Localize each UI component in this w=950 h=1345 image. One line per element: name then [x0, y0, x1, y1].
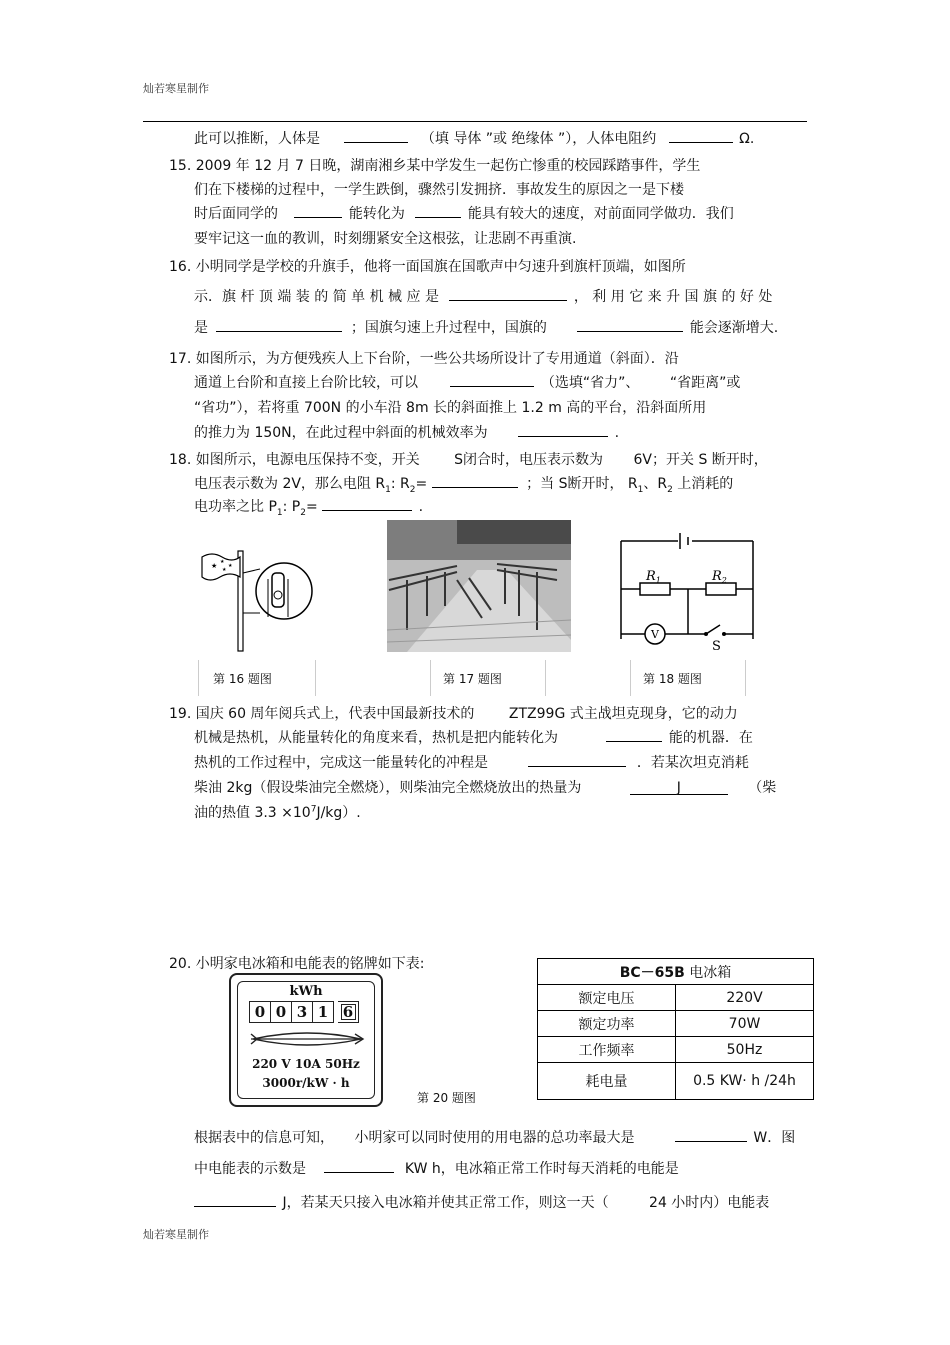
q18-line-2: 电压表示数为 2V，那么电阻 $R_1$: $R_2=$ ；当 S断开时， $R_1$、$R_2$ 上消耗的 [194, 473, 733, 495]
q16-line-1: 16. 小明同学是学校的升旗手，他将一面国旗在国歌声中匀速升到旗杆顶端，如图所 [169, 259, 686, 275]
r2-label: $R_2$ [712, 569, 727, 585]
table-cell-label: 额定电压 [538, 985, 676, 1011]
q16-text-b2: ；国旗匀速上升过程中，国旗的 [350, 320, 547, 336]
q16-blank-3[interactable] [577, 317, 683, 332]
table-header-row [538, 959, 814, 985]
table-cell-label: 耗电量 [538, 1063, 676, 1100]
q16-text-c2: 能会逐渐增大. [689, 320, 779, 336]
q19-text-d: 能的机器．在 [668, 730, 753, 746]
q19-text-b: ZTZ99G 式主战坦克现身，它的动力 [508, 706, 738, 722]
q18-text-i: 上消耗的 [672, 476, 734, 492]
q19-blank-1[interactable] [606, 727, 662, 742]
caption-divider [430, 660, 431, 696]
header-rule [143, 121, 807, 122]
q19-line-3 [194, 752, 749, 772]
q18-text-h: 、R [643, 476, 668, 492]
q19-text-i: 油的热值 3.3 ×10 [194, 805, 311, 821]
table-row [538, 1037, 814, 1063]
q20-line-1 [194, 1127, 795, 1147]
q19-text-c: 机械是热机，从能量转化的角度来看，热机是把内能转化为 [194, 730, 558, 746]
q17-line-3: “省功”），若将重 700N 的小车沿 8m 长的斜面推上 1.2 m 高的平台，沿斜面所用 [194, 400, 707, 416]
q14-text-b: （填 导体 ”或 绝缘体 ”），人体电阻约 [420, 131, 657, 147]
watermark-bottom: 灿若寒星制作 [143, 1228, 209, 1241]
meter-disc-arrow-icon [249, 1029, 365, 1049]
q16-blank-1[interactable] [449, 286, 567, 301]
q15-blank-2[interactable] [415, 203, 461, 218]
q18-text-f: = [415, 476, 428, 492]
fridge-spec-table [537, 958, 814, 1100]
q16-line-3 [194, 317, 778, 337]
q18-text-k: : P [282, 499, 301, 515]
q15-text-c: 能具有较大的速度，对前面同学做功．我们 [467, 206, 734, 222]
switch-label: S [712, 639, 721, 653]
q18-line-3: 电功率之比 $P_1$: $P_2=$ . [194, 496, 423, 518]
voltmeter-label: V [651, 628, 659, 641]
q15-blank-1[interactable] [294, 203, 342, 218]
table-row [538, 1063, 814, 1100]
q14-tail-line [194, 128, 754, 148]
q20-intro: 20. 小明家电冰箱和电能表的铭牌如下表: [169, 956, 425, 972]
caption-divider [198, 660, 199, 696]
q17-blank-1[interactable] [450, 372, 534, 387]
q19-unit-j: J [676, 780, 681, 796]
meter-digits [249, 1001, 359, 1023]
q18-text-a: 18. 如图所示，电源电压保持不变，开关 [169, 452, 420, 468]
q14-text-c: Ω. [739, 131, 755, 147]
q20-line-3 [194, 1192, 769, 1212]
q18-line-1 [169, 449, 768, 469]
q18-text-g: ；当 S断开时， R [526, 476, 638, 492]
q15-line-3 [194, 203, 734, 223]
q15-line-1: 15. 2009 年 12 月 7 日晚，湖南湘乡某中学发生一起伤亡惨重的校园踩踏事件，学生 [169, 158, 701, 174]
q19-line-1 [169, 703, 738, 723]
q20-text-f: J，若某天只接入电冰箱并使其正常工作，则这一天（ [282, 1195, 609, 1211]
flagpole-pulley-figure [198, 543, 323, 653]
q19-text-g: 柴油 2kg（假设柴油完全燃烧），则柴油完全燃烧放出的热量为 [194, 780, 582, 796]
q18-text-c: 6V；开关 S 断开时， [633, 452, 768, 468]
q19-exponent: 7 [310, 804, 317, 815]
caption-divider [315, 660, 316, 696]
q20-blank-1[interactable] [675, 1127, 747, 1142]
fig16-caption: 第 16 题图 [213, 672, 272, 686]
q15-text-b: 能转化为 [348, 206, 405, 222]
caption-divider [545, 660, 546, 696]
table-cell-value: 0.5 KW· h /24h [676, 1063, 814, 1100]
q20-text-c: W．图 [753, 1130, 796, 1146]
q18-text-j: 电功率之比 P [194, 499, 277, 515]
q17-text-a: 通道上台阶和直接上台阶比较，可以 [194, 375, 418, 391]
q19-text-f: ．若某次坦克消耗 [636, 755, 749, 771]
q14-blank-2[interactable] [669, 128, 733, 143]
q20-blank-2[interactable] [324, 1158, 394, 1173]
q16-text-a2: 是 [194, 320, 208, 336]
q16-text-a: 示．旗 杆 顶 端 装 的 简 单 机 械 应 是 [194, 289, 439, 305]
svg-text:★: ★ [220, 559, 225, 565]
q16-line-2 [194, 286, 772, 306]
q18-text-l: = [305, 499, 318, 515]
q19-text-k: J/kg）. [316, 805, 361, 821]
table-title: BC－65B 电冰箱 [538, 959, 814, 985]
q20-blank-3[interactable] [194, 1192, 276, 1207]
q14-text-a: 此可以推断，人体是 [194, 131, 320, 147]
q18-text-d: 电压表示数为 2V，那么电阻 R [194, 476, 386, 492]
q20-text-e: KW h，电冰箱正常工作时每天消耗的电能是 [404, 1161, 679, 1177]
table-cell-label: 工作频率 [538, 1037, 676, 1063]
q19-line-2 [194, 727, 753, 747]
q17-text-b: （选填“省力”、 [540, 375, 640, 391]
q17-text-d: 的推力为 150N，在此过程中斜面的机械效率为 [194, 425, 488, 441]
q18-text-b: S闭合时，电压表示数为 [454, 452, 604, 468]
q15-text-a: 时后面同学的 [194, 206, 278, 222]
caption-divider [630, 660, 631, 696]
q17-line-1: 17. 如图所示，为方便残疾人上下台阶，一些公共场所设计了专用通道（斜面）．沿 [169, 351, 679, 367]
q19-line-5 [194, 802, 361, 822]
q19-line-4 [194, 777, 776, 797]
q20-text-a: 根据表中的信息可知， [194, 1130, 334, 1146]
fig18-caption: 第 18 题图 [643, 672, 702, 686]
watermark-top: 灿若寒星制作 [143, 82, 209, 95]
electric-meter [229, 973, 383, 1107]
q20-text-g: 24 小时内）电能表 [649, 1195, 770, 1211]
q19-text-a: 19. 国庆 60 周年阅兵式上，代表中国最新技术的 [169, 706, 475, 722]
q17-text-e: . [614, 425, 620, 441]
q17-text-c: “省距离”或 [669, 375, 741, 391]
table-cell-label: 额定功率 [538, 1011, 676, 1037]
q19-blank-2[interactable] [528, 752, 626, 767]
meter-digit: 0 [271, 1001, 292, 1023]
q15-line-2: 们在下楼梯的过程中，一学生跌倒，骤然引发拥挤．事故发生的原因之一是下楼 [194, 182, 684, 198]
svg-text:★: ★ [222, 567, 227, 573]
meter-digit: 3 [292, 1001, 313, 1023]
q15-line-4: 要牢记这一血的教训，时刻绷紧安全这根弦，让悲剧不再重演. [194, 231, 577, 247]
svg-text:★: ★ [228, 563, 233, 569]
table-cell-value: 50Hz [676, 1037, 814, 1063]
meter-digit: 1 [313, 1001, 334, 1023]
svg-text:★: ★ [211, 562, 218, 570]
table-cell-value: 220V [676, 985, 814, 1011]
meter-spec: 220 V 10A 50Hz [252, 1057, 360, 1071]
q20-text-b: 小明家可以同时使用的用电器的总功率最大是 [354, 1130, 635, 1146]
q17-blank-2[interactable] [518, 422, 608, 437]
q16-blank-2[interactable] [216, 317, 342, 332]
ramp-photo [387, 520, 571, 652]
q20-line-2 [194, 1158, 679, 1178]
q18-blank-1[interactable] [432, 473, 518, 488]
meter-rev: 3000r/kW · h [262, 1076, 350, 1090]
circuit-diagram [616, 527, 758, 653]
fig17-caption: 第 17 题图 [443, 672, 502, 686]
q18-text-m: . [418, 499, 424, 515]
caption-divider [745, 660, 746, 696]
table-cell-value: 70W [676, 1011, 814, 1037]
q14-blank-1[interactable] [344, 128, 408, 143]
q19-text-h: （柴 [748, 780, 777, 796]
q19-text-e: 热机的工作过程中，完成这一能量转化的冲程是 [194, 755, 488, 771]
q18-blank-2[interactable] [322, 496, 412, 511]
meter-digit: 0 [249, 1001, 271, 1023]
table-row [538, 1011, 814, 1037]
q20-text-d: 中电能表的示数是 [194, 1161, 306, 1177]
q17-line-2 [194, 372, 740, 392]
fig20-caption: 第 20 题图 [417, 1091, 476, 1105]
q16-text-b: ， 利 用 它 来 升 国 旗 的 好 处 [573, 289, 773, 305]
q19-blank-3[interactable] [630, 780, 728, 795]
r1-label: $R_1$ [646, 569, 661, 585]
q17-line-4 [194, 422, 619, 442]
meter-unit: kWh [289, 984, 323, 999]
q18-text-e: : R [390, 476, 410, 492]
meter-digit-highlight: 6 [338, 1001, 359, 1023]
table-row [538, 985, 814, 1011]
